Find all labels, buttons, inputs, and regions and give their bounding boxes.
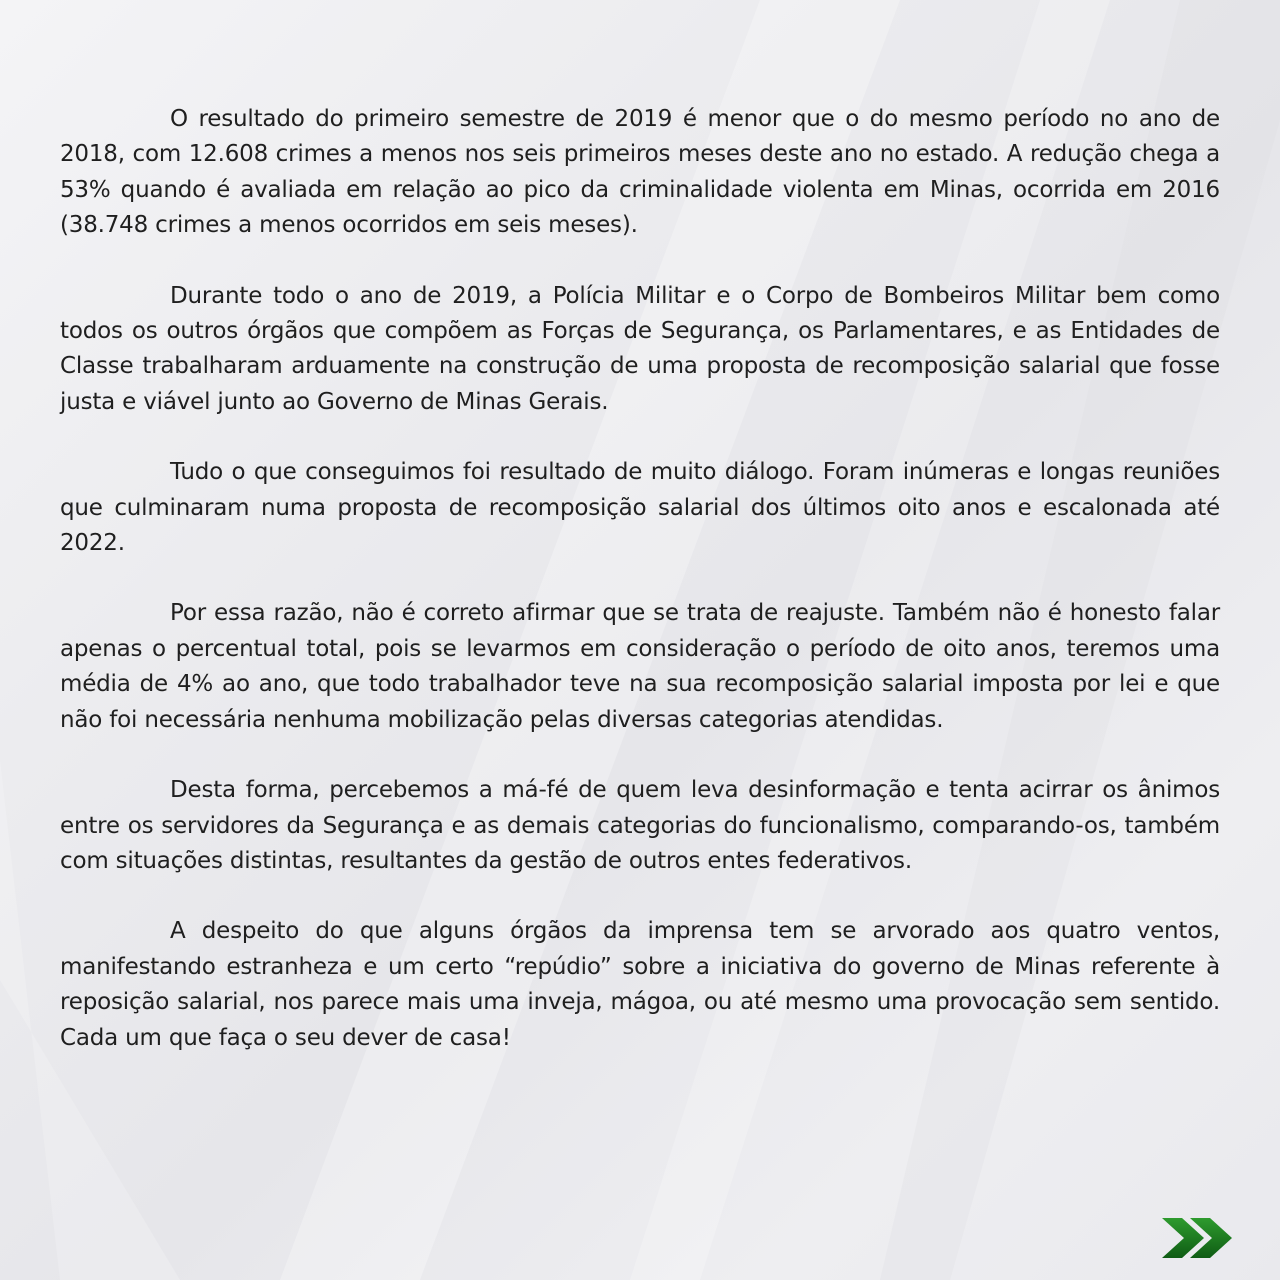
paragraph-3: Tudo o que conseguimos foi resultado de muito diálogo. Foram inúmeras e longas reuniões que culminaram numa proposta de recomposição salarial dos últimos oito anos e escalonada até 2022.	[60, 459, 1220, 557]
paragraph-2: Durante todo o ano de 2019, a Polícia Militar e o Corpo de Bombeiros Militar bem como todos os outros órgãos que compõem as Forças de Segurança, os Parlamentares, e as Entidades de Classe trabalharam arduamente na construção de uma proposta de recomposição salarial que fosse justa e viável junto ao Governo de Minas Gerais.	[60, 282, 1220, 415]
double-chevron-right-icon	[1160, 1212, 1236, 1264]
text-body	[60, 102, 1220, 1091]
paragraph-4: Por essa razão, não é correto afirmar que se trata de reajuste. Também não é honesto falar apenas o percentual total, pois se levarmos em consideração o período de oito anos, teremos uma média de 4% ao ano, que todo trabalhador teve na sua recomposição salarial imposta por lei e que não foi necessária nenhuma mobilização pelas diversas categorias atendidas.	[60, 600, 1220, 733]
next-slide-button[interactable]	[1160, 1212, 1236, 1264]
paragraph-6: A despeito do que alguns órgãos da imprensa tem se arvorado aos quatro ventos, manifestando estranheza e um certo “repúdio” sobre a iniciativa do governo de Minas referente à reposição salarial, nos parece mais uma inveja, mágoa, ou até mesmo uma provocação sem sentido. Cada um que faça o seu dever de casa!	[60, 918, 1220, 1051]
paragraph-5: Desta forma, percebemos a má-fé de quem leva desinformação e tenta acirrar os ânimos entre os servidores da Segurança e as demais categorias do funcionalismo, comparando-os, também com situações distintas, resultantes da gestão de outros entes federativos.	[60, 777, 1220, 874]
paragraph-1: O resultado do primeiro semestre de 2019 é menor que o do mesmo período no ano de 2018, com 12.608 crimes a menos nos seis primeiros meses deste ano no estado. A redução chega a 53% quando é avaliada em relação ao pico da criminalidade violenta em Minas, ocorrida em 2016 (38.748 crimes a menos ocorridos em seis meses).	[60, 106, 1220, 239]
